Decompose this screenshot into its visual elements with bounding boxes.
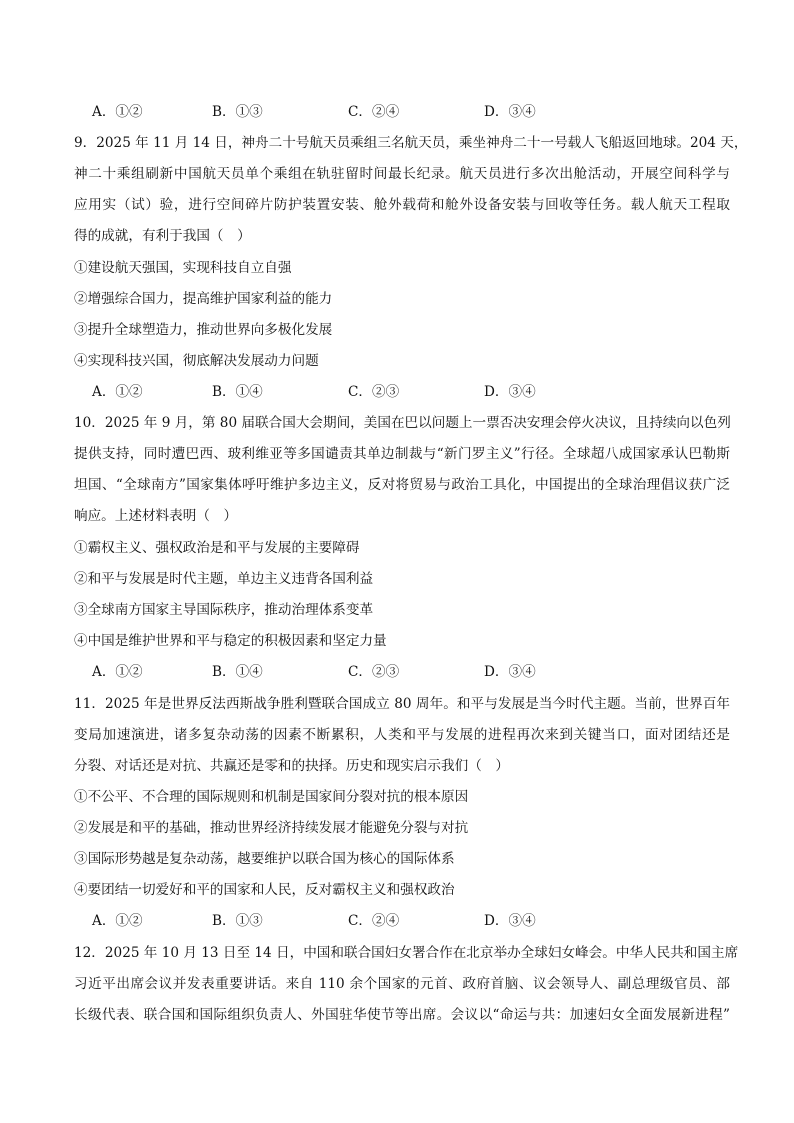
q9-choice-b[interactable]: B．①④	[212, 384, 263, 400]
q11-stem-line-3: 分裂、对话还是对抗、共赢还是零和的抉择。历史和现实启示我们（ ）	[74, 758, 509, 774]
q8-choice-c[interactable]: C．②④	[348, 104, 400, 120]
q11-answer-choices	[92, 911, 652, 931]
q9-choice-c[interactable]: C．②③	[348, 384, 400, 400]
q11-choice-c[interactable]: C．②④	[348, 913, 400, 929]
q11-stem-line-2: 变局加速演进，诸多复杂动荡的因素不断累积，人类和平与发展的进程再次来到关键当口，面对团结还是	[74, 727, 730, 743]
q10-stem-line-4: 响应。上述材料表明（ ）	[74, 508, 238, 524]
q10-choice-c[interactable]: C．②③	[348, 664, 400, 680]
q8-choice-a[interactable]: A．①②	[92, 104, 143, 120]
q10-answer-choices	[92, 662, 652, 682]
q9-stem-line-1: 9．2025 年 11 月 14 日，神舟二十号航天员乘组三名航天员，乘坐神舟二十一号载人飞船返回地球。204 天，	[74, 135, 748, 151]
q11-option-2: ②发展是和平的基础，推动世界经济持续发展才能避免分裂与对抗	[74, 820, 469, 836]
q12-stem-line-2: 习近平出席会议并发表重要讲话。来自 110 余个国家的元首、政府首脑、议会领导人、副总理级官员、部	[74, 976, 730, 992]
q9-stem-line-4: 得的成就，有利于我国（ ）	[74, 228, 251, 244]
q10-option-4: ④中国是维护世界和平与稳定的积极因素和坚定力量	[74, 633, 387, 649]
q10-option-2: ②和平与发展是时代主题，单边主义违背各国利益	[74, 571, 374, 587]
q10-stem-line-3: 坦国、“全球南方”国家集体呼吁维护多边主义，反对将贸易与政治工具化，中国提出的全球治理倡议获广泛	[74, 477, 730, 493]
q11-choice-a[interactable]: A．①②	[92, 913, 143, 929]
q10-stem-line-2: 提供支持，同时遭巴西、玻利维亚等多国谴责其单边制裁与“新门罗主义”行径。全球超八成国家承认巴勒斯	[74, 446, 730, 462]
q10-option-3: ③全球南方国家主导国际秩序，推动治理体系变革	[74, 602, 374, 618]
q10-stem-line-1: 10．2025 年 9 月，第 80 届联合国大会期间，美国在巴以问题上一票否决安理会停火决议，且持续向以色列	[74, 415, 731, 431]
q9-choice-a[interactable]: A．①②	[92, 384, 143, 400]
q9-option-1: ①建设航天强国，实现科技自立自强	[74, 260, 292, 276]
q11-stem-line-1: 11．2025 年是世界反法西斯战争胜利暨联合国成立 80 周年。和平与发展是当今时代主题。当前，世界百年	[74, 696, 730, 712]
q9-choice-d[interactable]: D．③④	[484, 384, 536, 400]
q9-stem-line-2: 神二十乘组刷新中国航天员单个乘组在轨驻留时间最长纪录。航天员进行多次出舱活动，开展空间科学与	[74, 166, 730, 182]
q11-option-3: ③国际形势越是复杂动荡，越要维护以联合国为核心的国际体系	[74, 851, 455, 867]
q11-option-4: ④要团结一切爱好和平的国家和人民，反对霸权主义和强权政治	[74, 882, 455, 898]
q8-choice-d[interactable]: D．③④	[484, 104, 536, 120]
q11-choice-b[interactable]: B．①③	[212, 913, 263, 929]
q10-choice-a[interactable]: A．①②	[92, 664, 143, 680]
q10-choice-b[interactable]: B．①④	[212, 664, 263, 680]
q9-stem-line-3: 应用实（试）验，进行空间碎片防护装置安装、舱外载荷和舱外设备安装与回收等任务。载人航天工程取	[74, 197, 730, 213]
q9-option-2: ②增强综合国力，提高维护国家利益的能力	[74, 291, 333, 307]
q10-choice-d[interactable]: D．③④	[484, 664, 536, 680]
q9-option-3: ③提升全球塑造力，推动世界向多极化发展	[74, 322, 333, 338]
q11-option-1: ①不公平、不合理的国际规则和机制是国家间分裂对抗的根本原因	[74, 789, 469, 805]
q11-choice-d[interactable]: D．③④	[484, 913, 536, 929]
q10-option-1: ①霸权主义、强权政治是和平与发展的主要障碍	[74, 540, 360, 556]
q9-answer-choices	[92, 382, 652, 402]
q12-stem-line-1: 12．2025 年 10 月 13 日至 14 日，中国和联合国妇女署合作在北京举办全球妇女峰会。中华人民共和国主席	[74, 945, 739, 961]
q8-choice-b[interactable]: B．①③	[212, 104, 263, 120]
q12-stem-line-3: 长级代表、联合国和国际组织负责人、外国驻华使节等出席。会议以“命运与共：加速妇女全面发展新进程”	[74, 1007, 730, 1023]
q8-answer-choices	[92, 102, 652, 122]
q9-option-4: ④实现科技兴国，彻底解决发展动力问题	[74, 353, 319, 369]
